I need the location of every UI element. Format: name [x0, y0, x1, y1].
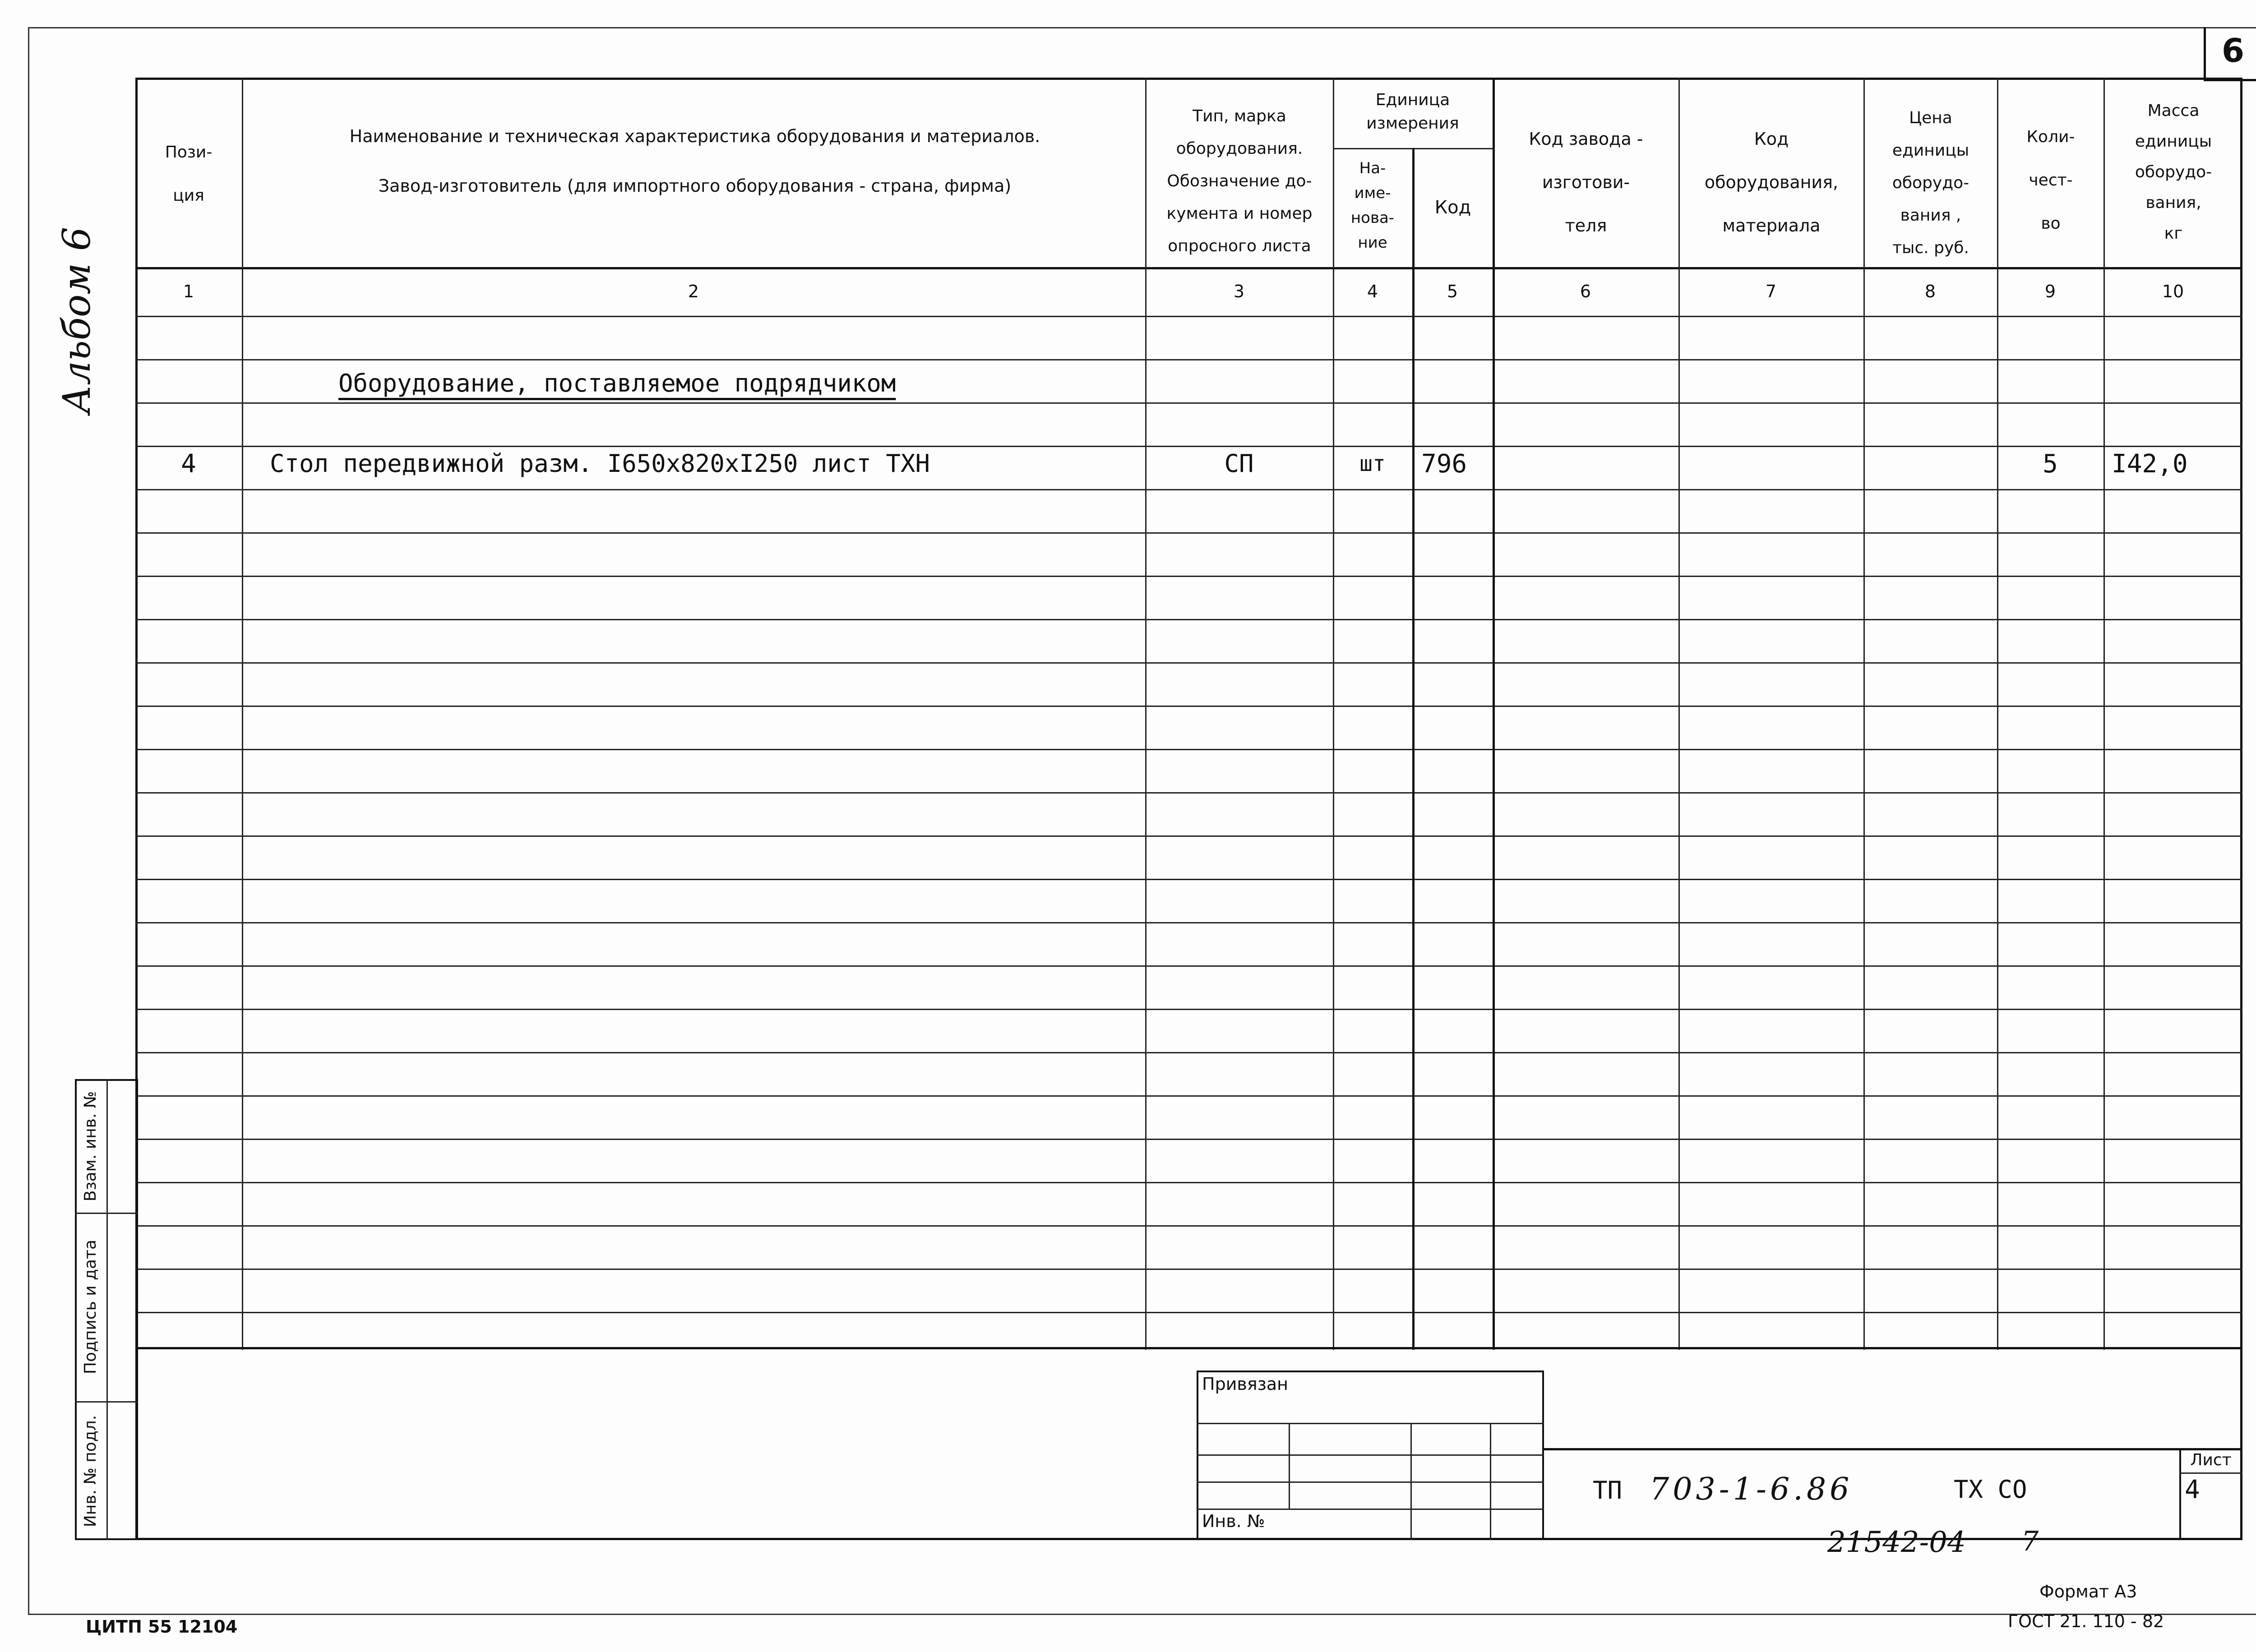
row-quantity: 5: [2043, 449, 2058, 479]
row-line: [135, 1139, 2242, 1140]
header-mass: Масса единицы оборудо- вания, кг: [2135, 102, 2212, 243]
column-number-2: 2: [688, 281, 699, 301]
row-line: [135, 1095, 2242, 1097]
row-line: [135, 489, 2242, 490]
stamp-inv-no: Инв. №: [1202, 1511, 1265, 1531]
stamp-sheet-label: Лист: [2190, 1451, 2232, 1469]
header-equipment-code: Код оборудования, материала: [1704, 129, 1839, 235]
header-unit: Единица измерения: [1366, 91, 1459, 133]
row-position: 4: [181, 449, 196, 479]
row-line: [135, 619, 2242, 620]
column-number-3: 3: [1233, 281, 1245, 301]
stamp-sheet-number: 4: [2185, 1475, 2200, 1504]
row-line: [135, 359, 2242, 360]
row-line: [135, 1225, 2242, 1227]
column-number-9: 9: [2044, 281, 2056, 301]
column-number-6: 6: [1580, 281, 1591, 301]
column-number-1: 1: [183, 281, 194, 301]
column-number-7: 7: [1765, 281, 1777, 301]
header-quantity: Коли- чест- во: [2026, 128, 2075, 233]
side-inv-podl: Инв. № подл.: [81, 1415, 100, 1527]
side-vzam-inv: Взам. инв. №: [81, 1091, 100, 1202]
header-price: Цена единицы оборудо- вания , тыс. руб.: [1892, 109, 1969, 257]
row-unit-name: шт: [1359, 451, 1386, 476]
column-number-8: 8: [1924, 281, 1936, 301]
header-unit-code: Код: [1434, 197, 1471, 218]
printer-label: ЦИТП 55 12104: [86, 1617, 238, 1637]
row-line: [135, 1009, 2242, 1010]
row-line: [135, 749, 2242, 750]
stamp-doc-suffix: ТХ СО: [1954, 1475, 2027, 1504]
album-label: Альбом 6: [55, 226, 99, 414]
format-label: Формат А3: [2039, 1582, 2137, 1601]
header-unit-name: На- име- нова- ние: [1350, 159, 1395, 252]
header-position: Пози- ция: [165, 143, 213, 205]
header-factory-code: Код завода - изготови- теля: [1529, 129, 1643, 235]
row-line: [135, 706, 2242, 707]
stamp-doc-code: 703-1-6.86: [1650, 1472, 1853, 1507]
column-number-4: 4: [1367, 281, 1378, 301]
row-line: [135, 662, 2242, 664]
row-line: [135, 792, 2242, 794]
stamp-doc-prefix: ТП: [1593, 1476, 1623, 1504]
gost-label: ГОСТ 21. 110 - 82: [2008, 1611, 2164, 1631]
row-name: Стол передвижной разм. I650х820хI250 лист ТХН: [270, 449, 930, 478]
row-line: [135, 1052, 2242, 1053]
row-line: [135, 1269, 2242, 1270]
row-line: [135, 402, 2242, 404]
column-number-10: 10: [2162, 281, 2184, 301]
header-name-line1: Наименование и техническая характеристика оборудования и материалов.: [349, 126, 1040, 146]
side-podpis-data: Подпись и дата: [81, 1239, 100, 1375]
row-line: [135, 1312, 2242, 1313]
row-line: [135, 922, 2242, 923]
row-line: [135, 576, 2242, 577]
row-line: [135, 532, 2242, 534]
row-line: [135, 965, 2242, 967]
column-number-5: 5: [1447, 281, 1458, 301]
row-line: [135, 879, 2242, 880]
row-line: [135, 835, 2242, 837]
stamp-privyazan: Привязан: [1202, 1374, 1288, 1394]
archive-page: 7: [2021, 1526, 2039, 1557]
row-mass: I42,0: [2112, 449, 2188, 479]
header-type-doc: Тип, марка оборудования. Обозначение до- кумента и номер опросного листа: [1166, 107, 1313, 255]
header-name-line2: Завод-изготовитель (для импортного оборудования - страна, фирма): [378, 176, 1012, 196]
row-unit-code: 796: [1421, 449, 1467, 479]
row-line: [135, 446, 2242, 447]
row-line: [135, 1182, 2242, 1183]
section-title: Оборудование, поставляемое подрядчиком: [338, 369, 896, 397]
sheet-corner-number: 6: [2221, 32, 2245, 69]
row-doc: СП: [1224, 449, 1254, 478]
archive-number: 21542-04: [1827, 1526, 1966, 1559]
